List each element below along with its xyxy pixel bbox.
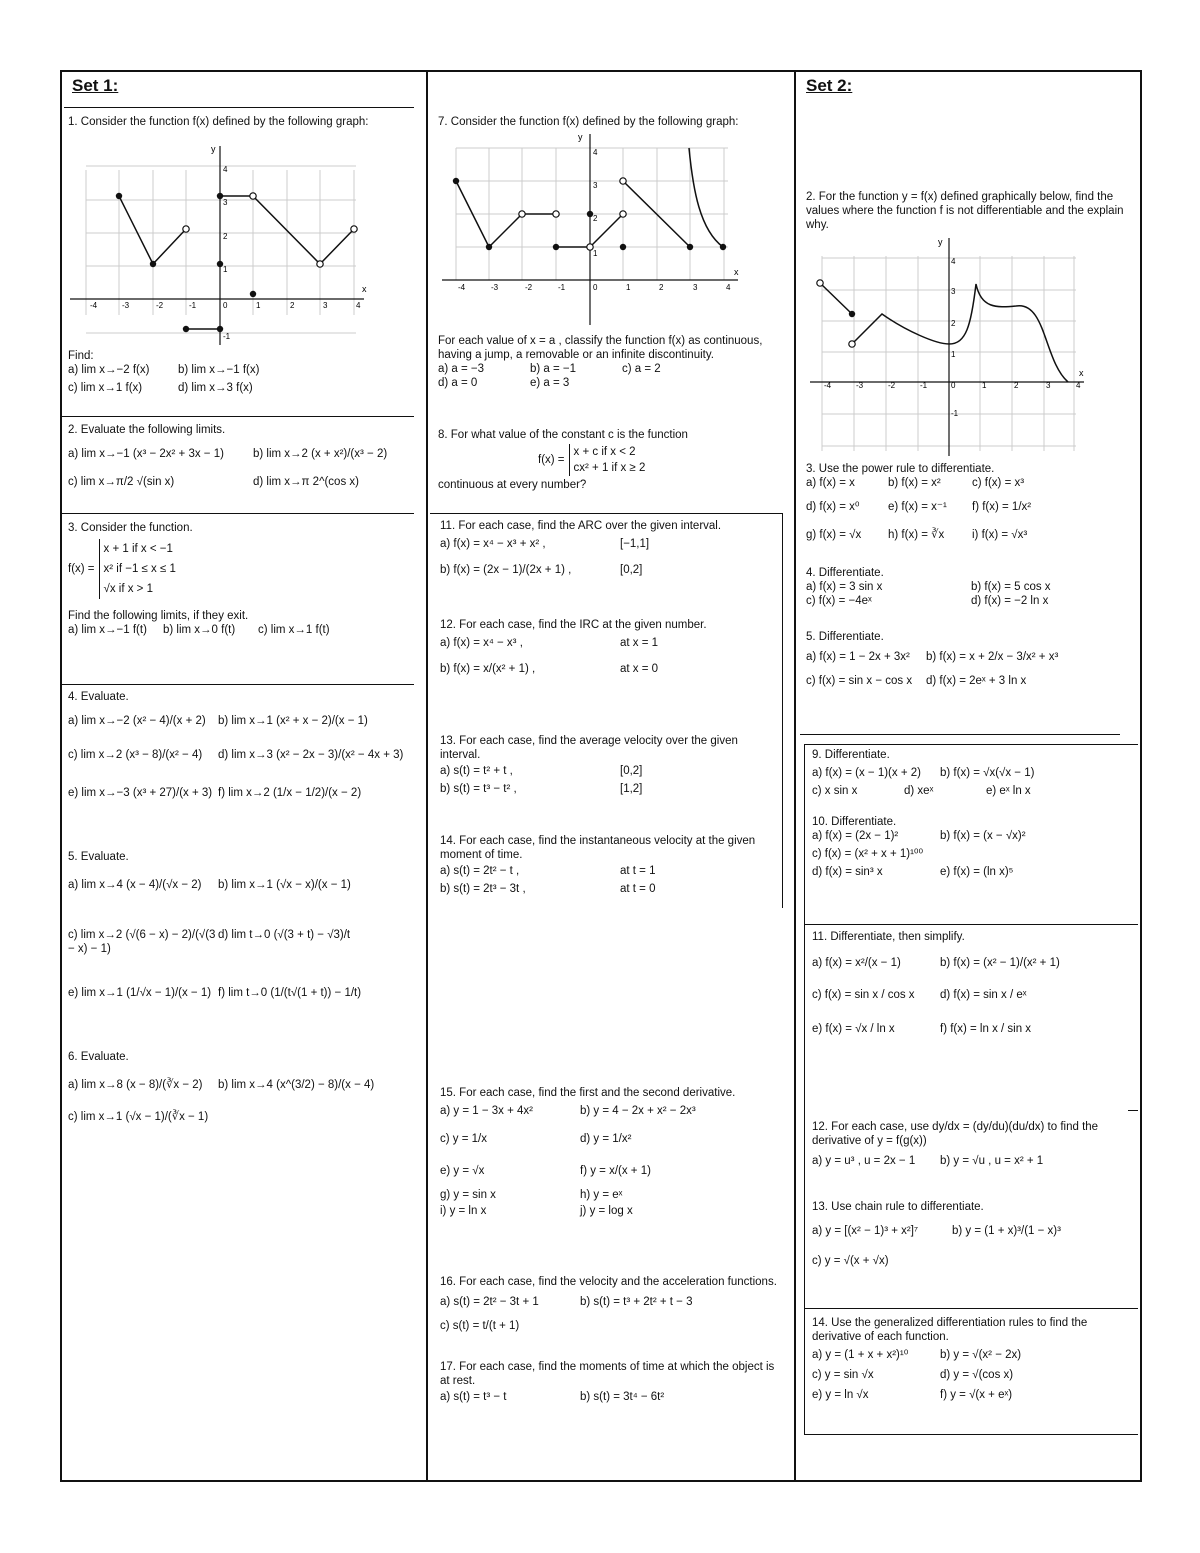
x-tick: 4 <box>726 283 731 292</box>
set2-question-14 <box>812 1316 1132 1402</box>
q6-stem: 6. Evaluate. <box>68 1051 129 1063</box>
q3-item: c) lim x→1 f(t) <box>258 624 330 636</box>
s2-q4-item: d) f(x) = −2 ln x <box>971 595 1049 607</box>
q14-item: a) s(t) = 2t² − t , <box>440 865 520 877</box>
s2-q4-item: b) f(x) = 5 cos x <box>971 581 1051 593</box>
s2-q5-stem: 5. Differentiate. <box>806 631 884 643</box>
q12-at: at x = 1 <box>620 637 659 649</box>
q6-item: b) lim x→4 (x^(3/2) − 8)/(x − 4) <box>218 1079 375 1091</box>
graph-x-label: x <box>1079 368 1084 378</box>
s2-q14-item: b) y = √(x² − 2x) <box>940 1349 1022 1361</box>
x-tick: 4 <box>356 301 361 310</box>
x-tick: 1 <box>256 301 261 310</box>
q13-item: b) s(t) = t³ − t² , <box>440 783 517 795</box>
divider <box>804 924 1138 925</box>
graph-x-label: x <box>734 267 739 277</box>
q3-f-label: f(x) = <box>68 563 95 575</box>
s2-q14-item: c) y = sin √x <box>812 1369 874 1381</box>
x-tick: -2 <box>156 301 164 310</box>
q8-stem: 8. For what value of the constant c is the function <box>438 429 688 441</box>
x-tick: 1 <box>982 381 987 390</box>
q7-item: a) a = −3 <box>438 363 485 375</box>
q8-case: cx² + 1 if x ≥ 2 <box>573 462 646 474</box>
x-tick: 2 <box>290 301 295 310</box>
q17-item: b) s(t) = 3t⁴ − 6t² <box>580 1391 665 1403</box>
divider <box>64 107 414 108</box>
set2-title: Set 2: <box>806 76 853 95</box>
set2-question-2 <box>806 190 1128 232</box>
s2-q4-item: c) f(x) = −4eˣ <box>806 595 872 607</box>
question-2 <box>68 423 423 489</box>
q11-stem: 11. For each case, find the ARC over the given interval. <box>440 520 722 532</box>
q7-classify <box>438 334 778 390</box>
y-tick: 1 <box>593 249 598 258</box>
q11-range: [0,2] <box>620 564 643 576</box>
set2-question-10 <box>812 815 1132 879</box>
q15-item: a) y = 1 − 3x + 4x² <box>440 1105 534 1117</box>
s2-q10-item: d) f(x) = sin³ x <box>812 866 883 878</box>
set2-q2-graph <box>806 236 1096 458</box>
y-tick: -1 <box>951 409 959 418</box>
question-15 <box>440 1086 780 1218</box>
s2-q11-item: f) f(x) = ln x / sin x <box>940 1023 1032 1035</box>
q5-item: d) lim t→0 (√(3 + t) − √3)/t <box>218 929 351 941</box>
s2-q4-stem: 4. Differentiate. <box>806 567 884 579</box>
s2-q5-item: a) f(x) = 1 − 2x + 3x² <box>806 651 910 663</box>
q15-stem: 15. For each case, find the first and the second derivative. <box>440 1087 736 1099</box>
graph-y-label: y <box>211 144 216 154</box>
question-12-irc <box>440 618 780 676</box>
q12-item: b) f(x) = x/(x² + 1) , <box>440 663 536 675</box>
q7-classify-text: For each value of x = a , classify the function f(x) as continuous, having a jump, a removable or an infinite discontinuity. <box>438 335 763 361</box>
q4-item: e) lim x→−3 (x³ + 27)/(x + 3) <box>68 787 213 799</box>
divider <box>782 513 783 908</box>
q13-stem: 13. For each case, find the average velocity over the given interval. <box>440 735 738 761</box>
q3-stem: 3. Consider the function. <box>68 522 193 534</box>
question-1 <box>68 115 423 129</box>
q8-f-label: f(x) = <box>538 454 565 466</box>
q14-at: at t = 1 <box>620 865 656 877</box>
y-tick: -1 <box>223 332 231 341</box>
x-tick: -1 <box>558 283 566 292</box>
q15-item: c) y = 1/x <box>440 1133 487 1145</box>
question-7 <box>438 115 788 129</box>
x-tick: 3 <box>323 301 328 310</box>
q13-item: a) s(t) = t² + t , <box>440 765 513 777</box>
set2-question-11 <box>812 930 1132 1036</box>
s2-q3-item: a) f(x) = x <box>806 477 855 489</box>
s2-q5-item: d) f(x) = 2eˣ + 3 ln x <box>926 675 1027 687</box>
s2-q3-item: f) f(x) = 1/x² <box>972 501 1032 513</box>
q7-item: d) a = 0 <box>438 377 478 389</box>
s2-q10-stem: 10. Differentiate. <box>812 816 897 828</box>
q14-item: b) s(t) = 2t³ − 3t , <box>440 883 526 895</box>
q15-item: g) y = sin x <box>440 1189 496 1201</box>
s2-q14-item: e) y = ln √x <box>812 1389 869 1401</box>
q15-item: e) y = √x <box>440 1165 485 1177</box>
x-tick: 3 <box>1046 381 1051 390</box>
s2-q3-item: d) f(x) = x⁰ <box>806 501 860 513</box>
x-tick: -1 <box>189 301 197 310</box>
s2-q13-item: b) y = (1 + x)³/(1 − x)³ <box>952 1225 1061 1237</box>
s2-q5-item: c) f(x) = sin x − cos x <box>806 675 913 687</box>
y-tick: 2 <box>951 319 956 328</box>
question-4 <box>68 690 423 800</box>
s2-q13-stem: 13. Use chain rule to differentiate. <box>812 1201 984 1213</box>
q1-item: b) lim x→−1 f(x) <box>178 364 260 376</box>
y-tick: 3 <box>951 287 956 296</box>
x-tick: -3 <box>856 381 864 390</box>
divider <box>62 513 414 514</box>
q4-item: c) lim x→2 (x³ − 8)/(x² − 4) <box>68 749 203 761</box>
divider <box>804 744 805 1434</box>
q2-stem: 2. Evaluate the following limits. <box>68 424 226 436</box>
s2-q14-item: d) y = √(cos x) <box>940 1369 1014 1381</box>
q1-graph <box>66 140 371 350</box>
x-tick: 2 <box>659 283 664 292</box>
q3-find: Find the following limits, if they exit. <box>68 610 249 622</box>
question-11-arc <box>440 519 780 577</box>
graph-y-label: y <box>578 132 583 142</box>
s2-q3-item: h) f(x) = ∛x <box>888 529 945 541</box>
q8-case: x + c if x < 2 <box>573 446 636 458</box>
y-tick: 1 <box>951 350 956 359</box>
s2-q3-item: e) f(x) = x⁻¹ <box>888 501 947 513</box>
question-16 <box>440 1275 780 1333</box>
q14-stem: 14. For each case, find the instantaneous velocity at the given moment of time. <box>440 835 756 861</box>
q13-range: [1,2] <box>620 783 643 795</box>
y-tick: 2 <box>223 232 228 241</box>
q2-item: c) lim x→π/2 √(sin x) <box>68 476 175 488</box>
divider <box>62 416 414 417</box>
q12-item: a) f(x) = x⁴ − x³ , <box>440 637 523 649</box>
q2-item: b) lim x→2 (x + x²)/(x³ − 2) <box>253 448 388 460</box>
s2-q13-item: c) y = √(x + √x) <box>812 1255 889 1267</box>
s2-q3-item: i) f(x) = √x³ <box>972 529 1028 541</box>
s2-q11-item: c) f(x) = sin x / cos x <box>812 989 915 1001</box>
q2-item: a) lim x→−1 (x³ − 2x² + 3x − 1) <box>68 448 224 460</box>
set2-question-9 <box>812 748 1132 798</box>
q6-item: c) lim x→1 (√x − 1)/(∛x − 1) <box>68 1111 209 1123</box>
q3-case: x + 1 if x < −1 <box>103 543 173 555</box>
q15-item: i) y = ln x <box>440 1205 487 1217</box>
q5-stem: 5. Evaluate. <box>68 851 129 863</box>
q7-graph <box>438 130 743 330</box>
s2-q3-stem: 3. Use the power rule to differentiate. <box>806 463 995 475</box>
x-tick: -4 <box>824 381 832 390</box>
q5-item: c) lim x→2 (√(6 − x) − 2)/(√(3 − x) − 1) <box>68 929 216 955</box>
y-tick: 3 <box>223 198 228 207</box>
x-tick: 4 <box>1076 381 1081 390</box>
q3-case: √x if x > 1 <box>103 583 153 595</box>
q5-item: e) lim x→1 (1/√x − 1)/(x − 1) <box>68 987 212 999</box>
q1-item: d) lim x→3 f(x) <box>178 382 253 394</box>
s2-q2-stem: 2. For the function y = f(x) defined graphically below, find the values where the function f is not differentiable and the explain why. <box>806 191 1124 231</box>
s2-q12-stem: 12. For each case, use dy/dx = (dy/du)(du/dx) to find the derivative of y = f(g(x)) <box>812 1121 1099 1147</box>
divider <box>804 1308 1138 1309</box>
q1-item: c) lim x→1 f(x) <box>68 382 143 394</box>
q5-item: f) lim t→0 (1/(t√(1 + t)) − 1/t) <box>218 987 362 999</box>
q1-stem: 1. Consider the function f(x) defined by the following graph: <box>68 116 369 128</box>
s2-q10-item: e) f(x) = (ln x)⁵ <box>940 866 1014 878</box>
q12-at: at x = 0 <box>620 663 659 675</box>
s2-q11-item: b) f(x) = (x² − 1)/(x² + 1) <box>940 957 1060 969</box>
set1-title: Set 1: <box>72 76 119 95</box>
x-tick: 3 <box>693 283 698 292</box>
graph-x-label: x <box>362 284 367 294</box>
x-tick: 0 <box>951 381 956 390</box>
y-tick: 2 <box>593 214 598 223</box>
s2-q3-item: g) f(x) = √x <box>806 529 862 541</box>
q7-item: b) a = −1 <box>530 363 577 375</box>
x-tick: -4 <box>458 283 466 292</box>
graph-y-label: y <box>938 237 943 247</box>
s2-q10-item: a) f(x) = (2x − 1)² <box>812 830 899 842</box>
s2-q9-item: b) f(x) = √x(√x − 1) <box>940 767 1035 779</box>
q5-item: a) lim x→4 (x − 4)/(√x − 2) <box>68 879 202 891</box>
q12-stem: 12. For each case, find the IRC at the given number. <box>440 619 707 631</box>
q1-find <box>68 349 423 395</box>
q7-item: e) a = 3 <box>530 377 570 389</box>
divider <box>804 1434 1138 1435</box>
q8-tail: continuous at every number? <box>438 479 587 491</box>
x-tick: 1 <box>626 283 631 292</box>
s2-q3-item: b) f(x) = x² <box>888 477 941 489</box>
set2-question-4 <box>806 566 1128 608</box>
s2-q11-item: a) f(x) = x²/(x − 1) <box>812 957 901 969</box>
q14-at: at t = 0 <box>620 883 656 895</box>
s2-q4-item: a) f(x) = 3 sin x <box>806 581 883 593</box>
q11-item: b) f(x) = (2x − 1)/(2x + 1) , <box>440 564 572 576</box>
q4-stem: 4. Evaluate. <box>68 691 129 703</box>
q16-item: a) s(t) = 2t² − 3t + 1 <box>440 1296 539 1308</box>
q4-item: f) lim x→2 (1/x − 1/2)/(x − 2) <box>218 787 362 799</box>
q3-item: a) lim x→−1 f(t) <box>68 624 147 636</box>
s2-q9-item: e) eˣ ln x <box>986 785 1031 797</box>
divider <box>804 744 1138 745</box>
y-tick: 4 <box>223 165 228 174</box>
q17-item: a) s(t) = t³ − t <box>440 1391 507 1403</box>
q7-item: c) a = 2 <box>622 363 661 375</box>
q5-item: b) lim x→1 (√x − x)/(x − 1) <box>218 879 351 891</box>
divider <box>1128 1110 1138 1111</box>
q15-item: h) y = eˣ <box>580 1189 623 1201</box>
s2-q14-stem: 14. Use the generalized differentiation rules to find the derivative of each function. <box>812 1317 1088 1343</box>
q17-stem: 17. For each case, find the moments of time at which the object is at rest. <box>440 1361 775 1387</box>
q1-find-label: Find: <box>68 350 94 362</box>
divider <box>62 684 414 685</box>
q3-case: x² if −1 ≤ x ≤ 1 <box>103 563 176 575</box>
q15-item: f) y = x/(x + 1) <box>580 1165 651 1177</box>
x-tick: -2 <box>888 381 896 390</box>
s2-q9-stem: 9. Differentiate. <box>812 749 890 761</box>
s2-q13-item: a) y = [(x² − 1)³ + x²]⁷ <box>812 1225 919 1237</box>
q1-item: a) lim x→−2 f(x) <box>68 364 150 376</box>
s2-q11-item: e) f(x) = √x / ln x <box>812 1023 895 1035</box>
x-tick: -3 <box>491 283 499 292</box>
x-tick: -3 <box>122 301 130 310</box>
y-tick: 1 <box>223 265 228 274</box>
s2-q10-item: c) f(x) = (x² + x + 1)¹⁰⁰ <box>812 848 924 860</box>
x-tick: 0 <box>593 283 598 292</box>
s2-q14-item: a) y = (1 + x + x²)¹⁰ <box>812 1349 909 1361</box>
s2-q9-item: a) f(x) = (x − 1)(x + 2) <box>812 767 921 779</box>
q4-item: b) lim x→1 (x² + x − 2)/(x − 1) <box>218 715 368 727</box>
q11-range: [−1,1] <box>620 538 650 550</box>
x-tick: -1 <box>920 381 928 390</box>
s2-q11-stem: 11. Differentiate, then simplify. <box>812 931 965 943</box>
s2-q5-item: b) f(x) = x + 2/x − 3/x² + x³ <box>926 651 1059 663</box>
q7-stem: 7. Consider the function f(x) defined by the following graph: <box>438 116 739 128</box>
q13-range: [0,2] <box>620 765 643 777</box>
s2-q12-item: a) y = u³ , u = 2x − 1 <box>812 1155 916 1167</box>
set2-question-5 <box>806 630 1128 688</box>
x-tick: -2 <box>525 283 533 292</box>
q15-item: j) y = log x <box>580 1205 633 1217</box>
y-tick: 3 <box>593 181 598 190</box>
question-13-velocity <box>440 734 780 796</box>
question-17 <box>440 1360 780 1404</box>
s2-q3-item: c) f(x) = x³ <box>972 477 1025 489</box>
question-8 <box>438 428 778 492</box>
q16-item: b) s(t) = t³ + 2t² + t − 3 <box>580 1296 693 1308</box>
q4-item: d) lim x→3 (x² − 2x − 3)/(x² − 4x + 3) <box>218 749 404 761</box>
s2-q14-item: f) y = √(x + eˣ) <box>940 1389 1013 1401</box>
s2-q11-item: d) f(x) = sin x / eˣ <box>940 989 1027 1001</box>
x-tick: 2 <box>1014 381 1019 390</box>
set2-question-3 <box>806 462 1128 542</box>
q4-item: a) lim x→−2 (x² − 4)/(x + 2) <box>68 715 206 727</box>
y-tick: 4 <box>951 257 956 266</box>
q16-stem: 16. For each case, find the velocity and the acceleration functions. <box>440 1276 777 1288</box>
q6-item: a) lim x→8 (x − 8)/(∛x − 2) <box>68 1079 203 1091</box>
question-5 <box>68 850 423 1000</box>
x-tick: -4 <box>90 301 98 310</box>
s2-q9-item: d) xeˣ <box>904 785 934 797</box>
q15-item: b) y = 4 − 2x + x² − 2x³ <box>580 1105 696 1117</box>
q3-item: b) lim x→0 f(t) <box>163 624 236 636</box>
divider <box>430 513 782 514</box>
question-6 <box>68 1050 423 1124</box>
y-tick: 4 <box>593 148 598 157</box>
s2-q10-item: b) f(x) = (x − √x)² <box>940 830 1026 842</box>
q2-item: d) lim x→π 2^(cos x) <box>253 476 359 488</box>
divider <box>800 734 1120 735</box>
question-3 <box>68 521 423 637</box>
q15-item: d) y = 1/x² <box>580 1133 632 1145</box>
q16-item: c) s(t) = t/(t + 1) <box>440 1320 520 1332</box>
question-14-inst-velocity <box>440 834 780 896</box>
set2-question-12 <box>812 1120 1132 1168</box>
s2-q9-item: c) x sin x <box>812 785 858 797</box>
x-tick: 0 <box>223 301 228 310</box>
q11-item: a) f(x) = x⁴ − x³ + x² , <box>440 538 546 550</box>
s2-q12-item: b) y = √u , u = x² + 1 <box>940 1155 1044 1167</box>
set2-question-13 <box>812 1200 1132 1268</box>
